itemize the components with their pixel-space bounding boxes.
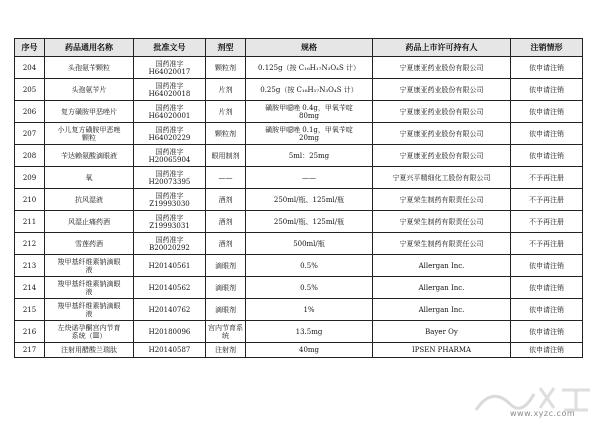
drug-cancellation-table — [14, 38, 583, 358]
table-row — [15, 211, 583, 233]
row-drug-name: 雪莲药酒 — [45, 233, 134, 255]
row-drug-name: 头孢氨苄片 — [45, 79, 134, 101]
document-table-container — [14, 38, 582, 358]
row-license-holder: 宁夏康亚药业股份有限公司 — [373, 57, 511, 79]
row-dosage-form: 眼用制剂 — [206, 145, 246, 167]
row-no: 215 — [15, 299, 45, 321]
row-approval-number: 国药准字 H20065904 — [134, 145, 206, 167]
table-row — [15, 233, 583, 255]
table-row — [15, 277, 583, 299]
row-license-holder: Bayer Oy — [373, 321, 511, 343]
row-dosage-form: 片剂 — [206, 101, 246, 123]
row-drug-name: 左炔诺孕酮宫内节育 系统（Ⅲ） — [45, 321, 134, 343]
row-no: 204 — [15, 57, 45, 79]
row-status: 不予再注册 — [511, 233, 583, 255]
row-dosage-form: 酒剂 — [206, 233, 246, 255]
row-no: 211 — [15, 211, 45, 233]
row-specification: 磺胺甲噁唑 0.4g，甲氧苄啶 80mg — [246, 101, 373, 123]
table-row — [15, 189, 583, 211]
row-license-holder: 宁夏康亚药业股份有限公司 — [373, 123, 511, 145]
row-license-holder: Allergan Inc. — [373, 277, 511, 299]
header-cancellation-status: 注销情形 — [511, 39, 583, 57]
table-row — [15, 57, 583, 79]
table-header-row — [15, 39, 583, 57]
table-row — [15, 101, 583, 123]
row-approval-number: 国药准字 H64020018 — [134, 79, 206, 101]
row-specification: 0.125g（按 C₁₆H₁₇N₃O₄S 计） — [246, 57, 373, 79]
table-body — [15, 57, 583, 358]
watermark-text: www.xyzc.com — [510, 409, 576, 418]
row-license-holder: Allergan Inc. — [373, 299, 511, 321]
row-drug-name: 羧甲基纤维素钠滴眼 液 — [45, 299, 134, 321]
header-no: 序号 — [15, 39, 45, 57]
row-drug-name: 注射用醋酸兰瑞肽 — [45, 343, 134, 358]
row-specification: 40mg — [246, 343, 373, 358]
row-approval-number: H20140587 — [134, 343, 206, 358]
row-dosage-form: 片剂 — [206, 79, 246, 101]
row-specification: —— — [246, 167, 373, 189]
row-specification: 0.25g（按 C₁₆H₁₇N₃O₄S 计） — [246, 79, 373, 101]
row-status: 依申请注销 — [511, 343, 583, 358]
row-approval-number: H20140562 — [134, 277, 206, 299]
row-approval-number: H20140762 — [134, 299, 206, 321]
row-drug-name: 羧甲基纤维素钠滴眼 液 — [45, 255, 134, 277]
row-approval-number: 国药准字 B20020292 — [134, 233, 206, 255]
row-specification: 250ml/瓶、125ml/瓶 — [246, 211, 373, 233]
row-dosage-form: 滴眼剂 — [206, 299, 246, 321]
row-license-holder: 宁夏荣生制药有限责任公司 — [373, 211, 511, 233]
row-no: 206 — [15, 101, 45, 123]
row-specification: 1% — [246, 299, 373, 321]
row-license-holder: 宁夏康亚药业股份有限公司 — [373, 79, 511, 101]
row-dosage-form: 注射剂 — [206, 343, 246, 358]
row-specification: 5ml：25mg — [246, 145, 373, 167]
header-license-holder: 药品上市许可持有人 — [373, 39, 511, 57]
header-specification: 规格 — [246, 39, 373, 57]
row-no: 210 — [15, 189, 45, 211]
row-dosage-form: 宫内节育系 统 — [206, 321, 246, 343]
row-approval-number: 国药准字 H64020229 — [134, 123, 206, 145]
row-status: 不予再注册 — [511, 189, 583, 211]
row-approval-number: 国药准字 Z19993030 — [134, 189, 206, 211]
row-approval-number: 国药准字 Z19993031 — [134, 211, 206, 233]
row-status: 依申请注销 — [511, 145, 583, 167]
table-row — [15, 255, 583, 277]
row-drug-name: 复方磺胺甲恶唑片 — [45, 101, 134, 123]
header-dosage-form: 剂型 — [206, 39, 246, 57]
header-drug-name: 药品通用名称 — [45, 39, 134, 57]
row-drug-name: 羧甲基纤维素钠滴眼 液 — [45, 277, 134, 299]
row-specification: 500ml/瓶 — [246, 233, 373, 255]
row-status: 依申请注销 — [511, 101, 583, 123]
table-row — [15, 145, 583, 167]
row-approval-number: 国药准字 H64020017 — [134, 57, 206, 79]
row-status: 依申请注销 — [511, 321, 583, 343]
row-dosage-form: 滴眼剂 — [206, 255, 246, 277]
header-approval-number: 批准文号 — [134, 39, 206, 57]
row-no: 212 — [15, 233, 45, 255]
row-status: 不予再注册 — [511, 167, 583, 189]
table-row — [15, 299, 583, 321]
row-approval-number: 国药准字 H20073395 — [134, 167, 206, 189]
row-no: 205 — [15, 79, 45, 101]
row-drug-name: 苄达赖氨酸滴眼液 — [45, 145, 134, 167]
row-specification: 磺胺甲噁唑 0.1g，甲氧苄啶 20mg — [246, 123, 373, 145]
row-approval-number: H20180096 — [134, 321, 206, 343]
row-dosage-form: 颗粒剂 — [206, 57, 246, 79]
row-license-holder: 宁夏荣生制药有限责任公司 — [373, 189, 511, 211]
row-drug-name: 氧 — [45, 167, 134, 189]
row-license-holder: 宁夏兴平精细化工股份有限公司 — [373, 167, 511, 189]
row-drug-name: 风湿止痛药酒 — [45, 211, 134, 233]
table-row — [15, 343, 583, 358]
row-status: 不予再注册 — [511, 211, 583, 233]
row-drug-name: 头孢氨苄颗粒 — [45, 57, 134, 79]
row-status: 依申请注销 — [511, 277, 583, 299]
row-specification: 0.5% — [246, 277, 373, 299]
row-no: 207 — [15, 123, 45, 145]
row-license-holder: 宁夏荣生制药有限责任公司 — [373, 233, 511, 255]
row-license-holder: 宁夏康亚药业股份有限公司 — [373, 101, 511, 123]
row-no: 213 — [15, 255, 45, 277]
row-status: 依申请注销 — [511, 79, 583, 101]
table-row — [15, 79, 583, 101]
table-row — [15, 167, 583, 189]
row-dosage-form: 颗粒剂 — [206, 123, 246, 145]
row-status: 依申请注销 — [511, 299, 583, 321]
table-row — [15, 123, 583, 145]
row-dosage-form: 酒剂 — [206, 211, 246, 233]
row-dosage-form: —— — [206, 167, 246, 189]
table-row — [15, 321, 583, 343]
row-drug-name: 小儿复方磺胺甲恶唑 颗粒 — [45, 123, 134, 145]
row-dosage-form: 酒剂 — [206, 189, 246, 211]
row-dosage-form: 滴眼剂 — [206, 277, 246, 299]
row-status: 依申请注销 — [511, 255, 583, 277]
row-no: 209 — [15, 167, 45, 189]
row-no: 214 — [15, 277, 45, 299]
row-status: 依申请注销 — [511, 123, 583, 145]
row-drug-name: 抗风湿液 — [45, 189, 134, 211]
row-license-holder: 宁夏康亚药业股份有限公司 — [373, 145, 511, 167]
row-no: 208 — [15, 145, 45, 167]
row-no: 216 — [15, 321, 45, 343]
row-specification: 250ml/瓶、125ml/瓶 — [246, 189, 373, 211]
row-status: 依申请注销 — [511, 57, 583, 79]
row-license-holder: Allergan Inc. — [373, 255, 511, 277]
row-no: 217 — [15, 343, 45, 358]
row-specification: 0.5% — [246, 255, 373, 277]
row-approval-number: 国药准字 H64020001 — [134, 101, 206, 123]
row-license-holder: IPSEN PHARMA — [373, 343, 511, 358]
row-specification: 13.5mg — [246, 321, 373, 343]
row-approval-number: H20140561 — [134, 255, 206, 277]
